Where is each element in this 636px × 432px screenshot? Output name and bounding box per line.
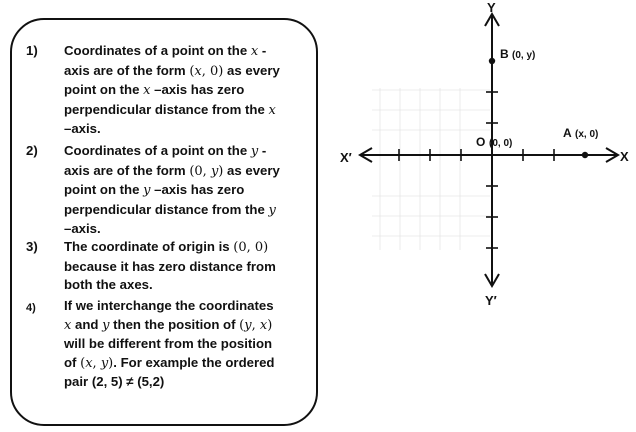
- point-b-marker: [489, 58, 495, 64]
- origin-label: O: [476, 135, 486, 149]
- point-a-coords-label: (x, 0): [575, 129, 599, 140]
- point-4-visible-text: If we interchange the coordinates x and y then the position of (y, x) will be different from the position of (x, y). For example the ordered pair (2, 5) ≠ (5,2): [64, 298, 275, 389]
- point-a-label: A: [563, 126, 572, 140]
- origin-coords-label: (0, 0): [489, 138, 513, 149]
- point-b-label: B: [500, 47, 509, 61]
- y-axis: [485, 14, 499, 286]
- point-1-number: 1): [26, 43, 38, 58]
- y-axis-top-label: Y: [487, 0, 496, 15]
- point-2-number: 2): [26, 143, 38, 158]
- point-4-number: 4): [26, 302, 36, 314]
- point-1-visible-text: Coordinates of a point on the x - axis are of the form (x, 0) as every point on the x –axis has zero perpendicular distance from the x –axis.: [64, 43, 280, 136]
- point-b-coords-label: (0, y): [512, 50, 536, 61]
- y-axis-bottom-label: Y′: [485, 293, 497, 308]
- point-a-marker: [582, 152, 588, 158]
- faint-grid: [372, 88, 490, 250]
- x-axis-right-label: X: [620, 149, 629, 164]
- point-2-visible-text: Coordinates of a point on the y - axis are of the form (0, y) as every point on the y –axis has zero perpendicular distance from the y –axis.: [64, 143, 280, 236]
- point-3-visible-text: The coordinate of origin is (0, 0) because it has zero distance from both the axes.: [64, 239, 276, 292]
- x-axis-left-label: X′: [340, 150, 352, 165]
- point-3-number: 3): [26, 239, 38, 254]
